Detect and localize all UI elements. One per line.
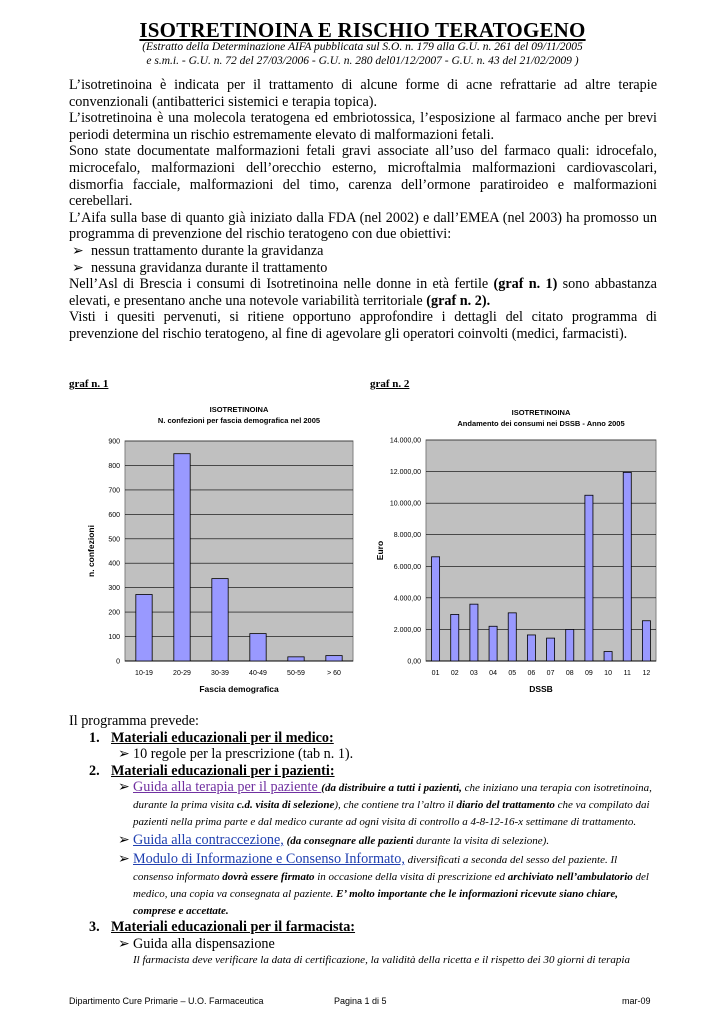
arrow-bullet-icon: ➢ — [118, 832, 130, 849]
bar — [288, 657, 304, 661]
y-axis-label: n. confezioni — [86, 525, 96, 577]
bar — [250, 634, 266, 661]
text-run: sono abbastanza elevati, e presentano anche una notevole variabilità territoriale — [69, 276, 657, 309]
paragraph-brescia — [69, 276, 657, 309]
arrow-bullet-icon: ➢ — [118, 746, 130, 763]
y-tick-label: 100 — [108, 634, 120, 642]
text-run: dovrà essere firmato — [222, 871, 315, 884]
bar — [547, 638, 555, 661]
y-tick-label: 200 — [108, 609, 120, 617]
x-tick-label: 20-29 — [173, 670, 191, 677]
x-tick-label: 03 — [470, 670, 478, 677]
y-tick-label: 0,00 — [407, 658, 421, 666]
bar — [585, 495, 593, 661]
text-run: in occasione della visita di prescrizione ed — [314, 871, 508, 884]
y-tick-label: 4.000,00 — [393, 595, 421, 603]
section-number: 3. — [89, 919, 100, 936]
objective-item — [69, 243, 657, 260]
arrow-bullet-icon: ➢ — [72, 242, 84, 259]
x-tick-label: 01 — [431, 670, 440, 677]
text-run: che iniziano una terapia con isotretinoina, durante la prima visita — [133, 782, 652, 812]
text-run: (da distribuire a tutti i pazienti, — [321, 782, 462, 795]
intro-text — [69, 77, 657, 343]
text-run: diario del trattamento — [456, 799, 555, 812]
paragraph-aifa: L’Aifa sulla base di quanto già iniziato dalla FDA (nel 2002) e dall’EMEA (nel 2003) ha promosso un programma di prevenzione del rischio teratogeno con due obiettivi: — [69, 209, 657, 243]
text-run: (da consegnare alle pazienti — [283, 835, 414, 848]
x-axis-label: Fascia demografica — [199, 684, 279, 694]
text-run: durante la visita di selezione). — [413, 835, 550, 848]
section-heading — [69, 730, 659, 747]
y-tick-label: 900 — [108, 438, 120, 446]
subtitle-line-1: (Estratto della Determinazione AIFA pubblicata sul S.O. n. 179 alla G.U. n. 261 del 09/11/2005 — [142, 41, 583, 53]
y-tick-label: 600 — [108, 511, 120, 519]
bar — [623, 472, 631, 661]
chart-title: ISOTRETINOINA — [209, 405, 269, 414]
y-tick-label: 14.000,00 — [389, 437, 421, 445]
graf-2-label: graf n. 2 — [370, 378, 410, 390]
x-tick-label: 09 — [585, 670, 593, 677]
bar — [642, 621, 650, 661]
objective-label: nessuna gravidanza durante il trattamento — [91, 259, 328, 276]
bar — [432, 557, 440, 661]
text-run: Nell’Asl di Brescia i consumi di Isotretinoina nelle donne in età fertile — [69, 276, 494, 293]
paragraph-purpose: Visti i quesiti pervenuti, si ritiene opportuno approfondire i dettagli del citato programma di prevenzione del rischio teratogeno, al fine di agevolare gli operatori coinvolti (medici, farmacisti). — [69, 309, 657, 342]
arrow-bullet-icon: ➢ — [72, 259, 84, 276]
y-tick-label: 300 — [108, 585, 120, 593]
footer-page-number: Pagina 1 di 5 — [334, 996, 387, 1006]
x-tick-label: > 60 — [327, 670, 341, 677]
objective-label: nessun trattamento durante la gravidanza — [91, 242, 324, 259]
x-tick-label: 30-39 — [211, 670, 229, 677]
graf-ref: (graf n. 2). — [426, 292, 491, 309]
y-tick-label: 12.000,00 — [389, 469, 421, 477]
text-run: del medico, una copia va consegnata al paziente. — [133, 871, 649, 901]
x-tick-label: 04 — [489, 670, 497, 677]
text-run: diversificati a seconda del sesso del paziente. Il consenso informato — [133, 854, 618, 884]
text-run: c.d. visita di selezione — [236, 799, 335, 812]
chart-confezioni-fascia — [69, 398, 354, 698]
chart-subtitle: Andamento dei consumi nei DSSB - Anno 2005 — [457, 419, 625, 428]
bar — [136, 595, 152, 661]
graf-1-label: graf n. 1 — [69, 378, 109, 390]
arrow-bullet-icon: ➢ — [118, 851, 130, 868]
bar — [326, 656, 342, 661]
bar — [508, 613, 516, 661]
text-run: E’ molto importante che le informazioni ricevute siano chiare, comprese e accettate. — [133, 888, 618, 918]
section-title: Materiali educazionali per il farmacista: — [111, 919, 356, 936]
plot-area — [125, 441, 353, 661]
bar — [604, 652, 612, 661]
text-run: ), che contiene tra l’altro il — [334, 799, 457, 812]
dispensazione-note: Il farmacista deve verificare la data di certificazione, la validità della ricetta e il rispetto dei 30 giorni di terapia — [133, 953, 630, 966]
guida-terapia-link[interactable]: Guida alla terapia per il paziente — [133, 779, 322, 796]
y-tick-label: 2.000,00 — [393, 626, 421, 634]
paragraph-malformations: Sono state documentate malformazioni fetali gravi associate all’uso del farmaco quali: idrocefalo, microcefalo, malformazioni dell’orecchio esterno, microftalmia malformazioni cardiovascolari, dismorfia facciale, malformazioni del timo, carenza dell’ormone paratiroideo e malformazioni cerebellari. — [69, 143, 657, 210]
x-tick-label: 50-59 — [287, 670, 305, 677]
subtitle-line-2: e s.m.i. - G.U. n. 72 del 27/03/2006 - G.U. n. 280 del01/12/2007 - G.U. n. 43 del 21/02/2009 ) — [146, 55, 579, 67]
section-heading — [69, 919, 659, 936]
plot-area — [426, 440, 656, 661]
y-tick-label: 700 — [108, 487, 120, 495]
chart-title: ISOTRETINOINA — [511, 408, 571, 417]
x-tick-label: 11 — [623, 670, 631, 677]
section-number: 1. — [89, 729, 100, 746]
x-tick-label: 10 — [604, 670, 612, 677]
y-tick-label: 10.000,00 — [389, 500, 421, 508]
bar — [174, 454, 190, 661]
section-title: Materiali educazionali per il medico: — [111, 729, 334, 746]
list-item — [69, 851, 659, 919]
bar — [527, 635, 535, 661]
paragraph-indication: L’isotretinoina è indicata per il trattamento di alcune forme di acne refrattarie ad altre terapie convenzionali (antibatterici sistemici e terapia topica). — [69, 77, 657, 110]
bar — [451, 614, 459, 661]
text-run: che va compilato dai pazienti nella prima parte e dal medico curante ad ogni visita di controllo a 4-8-12-16-x settimane di trattamento. — [133, 799, 650, 829]
y-tick-label: 800 — [108, 462, 120, 470]
list-item — [69, 936, 659, 953]
x-tick-label: 02 — [450, 670, 459, 677]
arrow-bullet-icon: ➢ — [118, 779, 130, 796]
modulo-consenso-link[interactable]: Modulo di Informazione e Consenso Informato, — [133, 851, 405, 868]
text-run: archiviato nell’ambulatorio — [507, 871, 633, 884]
list-item — [69, 832, 659, 849]
chart-subtitle: N. confezioni per fascia demografica nel 2005 — [157, 416, 321, 425]
list-item — [69, 779, 659, 830]
x-tick-label: 08 — [565, 670, 574, 677]
graf-ref: (graf n. 1) — [493, 276, 558, 293]
section-number: 2. — [89, 762, 100, 779]
list-item — [69, 746, 659, 763]
y-tick-label: 400 — [108, 560, 120, 568]
x-axis-label: DSSB — [529, 684, 553, 694]
section-title: Materiali educazionali per i pazienti: — [111, 762, 335, 779]
section-heading — [69, 763, 659, 780]
bar — [566, 629, 574, 661]
x-tick-label: 12 — [642, 670, 651, 677]
x-tick-label: 07 — [546, 670, 555, 677]
x-tick-label: 06 — [527, 670, 536, 677]
paragraph-teratogenic: L’isotretinoina è una molecola teratogena ed embriotossica, l’esposizione al farmaco anche per brevi periodi determina un rischio estremamente elevato di malformazioni fetali. — [69, 110, 657, 143]
y-tick-label: 6.000,00 — [393, 563, 421, 571]
bar — [212, 579, 228, 661]
footer-date: mar-09 — [622, 996, 651, 1006]
programma-intro: Il programma prevede: — [69, 713, 199, 729]
footer-department: Dipartimento Cure Primarie – U.O. Farmaceutica — [69, 996, 264, 1006]
y-tick-label: 0 — [116, 658, 120, 666]
y-tick-label: 500 — [108, 536, 120, 544]
bar — [489, 626, 497, 661]
guida-contraccezione-link[interactable]: Guida alla contraccezione, — [133, 832, 284, 849]
objective-item — [69, 260, 657, 277]
item-label: Guida alla dispensazione — [133, 935, 275, 952]
item-label: 10 regole per la prescrizione (tab n. 1). — [133, 746, 354, 763]
y-axis-label: Euro — [375, 540, 385, 561]
x-tick-label: 10-19 — [135, 670, 153, 677]
chart-consumi-dssb — [368, 404, 663, 699]
x-tick-label: 40-49 — [249, 670, 267, 677]
y-tick-label: 8.000,00 — [393, 532, 421, 540]
programma-section — [69, 713, 659, 968]
bar — [470, 604, 478, 661]
arrow-bullet-icon: ➢ — [118, 935, 130, 952]
x-tick-label: 05 — [508, 670, 517, 677]
page-title: ISOTRETINOINA E RISCHIO TERATOGENO — [139, 18, 586, 42]
